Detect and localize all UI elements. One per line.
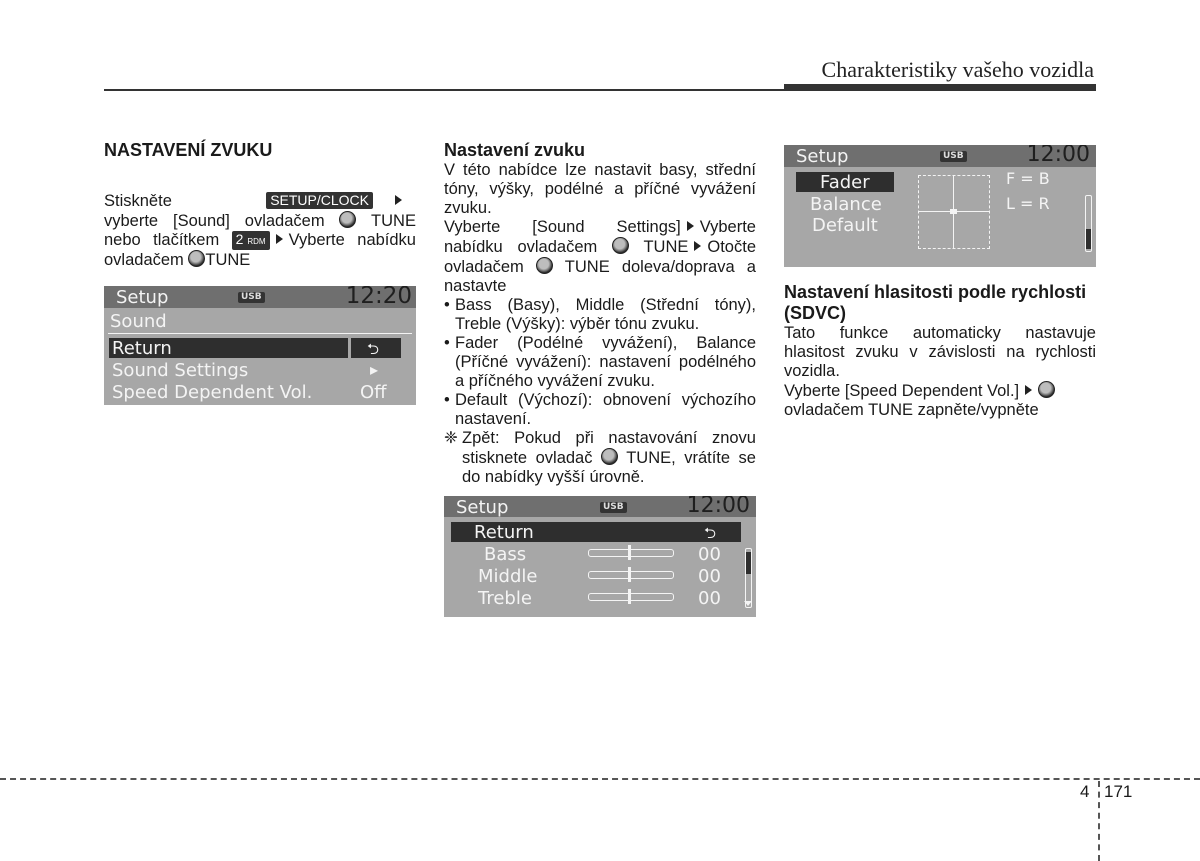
setup-clock-key: SETUP/CLOCK (266, 192, 373, 209)
menu-item-treble[interactable]: Treble (478, 588, 532, 609)
tune-knob-icon (612, 237, 629, 254)
scrollbar-thumb[interactable] (1086, 229, 1091, 249)
menu-item-middle[interactable]: Middle (478, 566, 538, 587)
fader-value: F = B (1006, 169, 1050, 188)
section-heading: Nastavení zvuku (444, 140, 586, 160)
header-rule-accent (784, 84, 1096, 91)
screen-clock: 12:20 (345, 286, 412, 309)
sdvc-instruction: Vyberte [Speed Dependent Vol.] ovladačem TUNE zapněte/vypněte (784, 381, 1096, 420)
header-rule (104, 89, 784, 91)
middle-slider[interactable] (588, 571, 674, 579)
fader-balance-screen (784, 145, 1096, 267)
key-2-rdm: 2 RDM (232, 231, 270, 250)
screen-title: Setup (796, 146, 849, 167)
usb-badge: USB (940, 151, 967, 162)
section-heading: Nastavení hlasitosti podle rychlosti (SDVC) (784, 282, 1087, 323)
right-column (784, 282, 1096, 420)
usb-badge: USB (600, 502, 627, 513)
bullet-list (444, 296, 756, 429)
sdvc-description: Tato funkce automaticky nastavuje hlasitost zvuku v závislosti na rychlosti vozidla. (784, 324, 1096, 380)
treble-value: 00 (698, 588, 721, 609)
sound-menu-screen (104, 286, 416, 405)
tune-knob-icon (1038, 381, 1055, 398)
scroll-down-icon (744, 601, 752, 606)
bass-value: 00 (698, 544, 721, 565)
menu-item-bass[interactable]: Bass (484, 544, 527, 565)
treble-slider-handle[interactable] (628, 589, 631, 604)
list-item: • Fader (Podélné vyvážení), Balance (Příčné vyvážení): nastavení podélného a příčného vyvážení zvuku. (444, 334, 756, 391)
arrow-right-icon (1025, 385, 1032, 395)
footer-rule (0, 778, 1200, 780)
screen-title: Setup (116, 287, 169, 308)
intro-text: V této nabídce lze nastavit basy, střední tóny, výšky, podélné a příčné vyvážení zvuku. (444, 161, 756, 217)
footer-divider (1098, 781, 1100, 861)
bass-slider-handle[interactable] (628, 545, 631, 560)
arrow-right-icon (395, 195, 402, 205)
middle-column (444, 140, 756, 487)
sound-settings-screen (444, 496, 756, 617)
left-paragraph: Stiskněte SETUP/CLOCK vyberte [Sound] ovladačem TUNE nebo tlačítkem 2 RDM Vyberte nabídku ovladačem TUNE (104, 192, 416, 269)
header-title: Charakteristiky vašeho vozidla (821, 57, 1094, 82)
usb-badge: USB (238, 292, 265, 303)
menu-item-default[interactable]: Default (812, 215, 878, 236)
tune-knob-icon (339, 211, 356, 228)
section-heading: NASTAVENÍ ZVUKU (104, 140, 273, 160)
menu-item-return[interactable]: Return (474, 522, 534, 543)
menu-item-balance[interactable]: Balance (810, 194, 882, 215)
screen-clock: 12:00 (686, 496, 750, 518)
submenu-arrow-icon: ▸ (370, 360, 379, 379)
menu-item-return[interactable]: Return (112, 338, 172, 359)
note: ❈ Zpět: Pokud při nastavování znovu stisknete ovladač TUNE, vrátíte se do nabídky vyšší úrovně. (444, 429, 756, 486)
middle-slider-handle[interactable] (628, 567, 631, 582)
chapter-number: 4 (1080, 782, 1090, 801)
scrollbar-thumb[interactable] (746, 552, 751, 574)
arrow-right-icon (694, 241, 701, 251)
arrow-right-icon (687, 221, 694, 231)
middle-value: 00 (698, 566, 721, 587)
left-column (104, 140, 416, 270)
fader-balance-marker (950, 209, 957, 214)
return-icon: ⮌ (367, 340, 380, 358)
treble-slider[interactable] (588, 593, 674, 601)
screen-clock: 12:00 (1026, 145, 1090, 167)
screen-subtitle: Sound (110, 311, 167, 332)
return-icon: ⮌ (704, 524, 717, 542)
list-item: • Bass (Basy), Middle (Střední tóny), Treble (Výšky): výběr tónu zvuku. (444, 296, 756, 334)
menu-item-fader[interactable]: Fader (820, 172, 870, 193)
page-number: 171 (1104, 782, 1133, 801)
tune-knob-icon (601, 448, 618, 465)
tune-knob-icon (188, 250, 205, 267)
arrow-right-icon (276, 234, 283, 244)
list-item: • Default (Výchozí): obnovení výchozího nastavení. (444, 391, 756, 429)
note-mark-icon: ❈ (444, 429, 458, 447)
menu-item-speed-dependent-vol[interactable]: Speed Dependent Vol. (112, 382, 313, 403)
tune-knob-icon (536, 257, 553, 274)
menu-item-sound-settings[interactable]: Sound Settings (112, 360, 249, 381)
balance-value: L = R (1006, 194, 1050, 213)
bass-slider[interactable] (588, 549, 674, 557)
screen-title: Setup (456, 497, 509, 518)
instruction-text: Vyberte [Sound Settings] Vyberte nabídku ovladačem TUNE Otočte ovladačem TUNE doleva/doprava a nastavte (444, 218, 756, 295)
sdv-value: Off (360, 382, 387, 403)
